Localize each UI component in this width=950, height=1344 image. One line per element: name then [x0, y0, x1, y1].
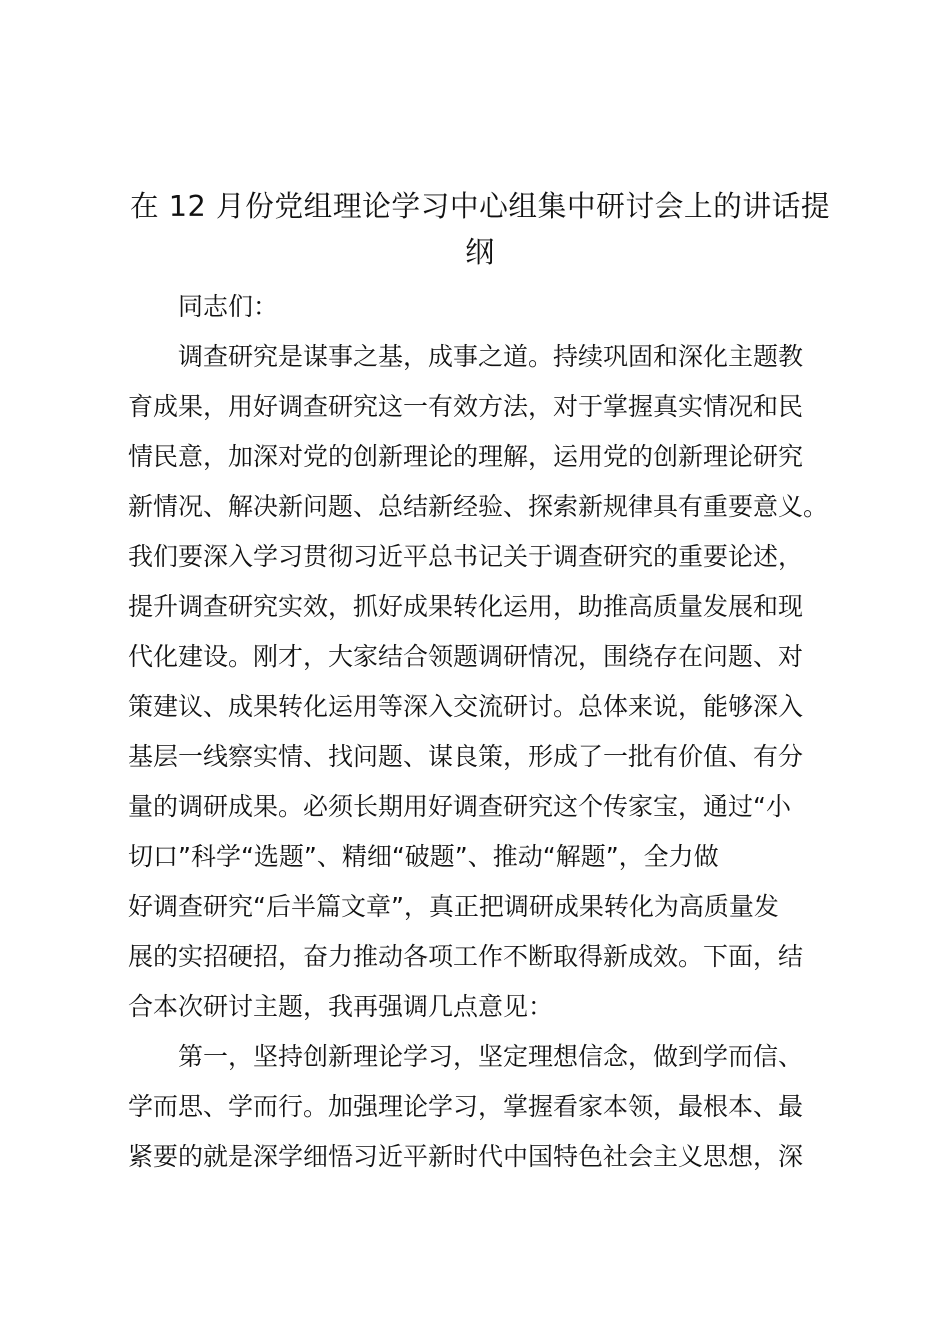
paragraph-line: 学而思、学而行。加强理论学习，掌握看家本领，最根本、最 — [128, 1092, 804, 1121]
paragraph-line: 好调查研究“后半篇文章”，真正把调研成果转化为高质量发 — [128, 892, 779, 921]
paragraph-line: 切口”科学“选题”、精细“破题”、推动“解题”，全力做 — [128, 842, 719, 871]
paragraph-line: 育成果，用好调查研究这一有效方法，对于掌握真实情况和民 — [128, 392, 804, 421]
salutation: 同志们： — [178, 292, 279, 321]
paragraph-line: 合本次研讨主题，我再强调几点意见： — [128, 992, 554, 1021]
paragraph-line: 基层一线察实情、找问题、谋良策，形成了一批有价值、有分 — [128, 742, 804, 771]
paragraph-line: 紧要的就是深学细悟习近平新时代中国特色社会主义思想，深 — [128, 1142, 804, 1171]
paragraph-line: 新情况、解决新问题、总结新经验、探索新规律具有重要意义。 — [128, 492, 829, 521]
paragraph-line: 提升调查研究实效，抓好成果转化运用，助推高质量发展和现 — [128, 592, 804, 621]
paragraph-line: 第一，坚持创新理论学习，坚定理想信念，做到学而信、 — [178, 1042, 804, 1071]
title-line-2: 纲 — [465, 235, 495, 269]
paragraph-line: 情民意，加深对党的创新理论的理解，运用党的创新理论研究 — [128, 442, 804, 471]
title-line-1: 在 12 月份党组理论学习中心组集中研讨会上的讲话提 — [129, 189, 831, 223]
paragraph-2 — [128, 1032, 832, 1182]
document-body — [128, 282, 832, 1182]
paragraph-line: 展的实招硬招，奋力推动各项工作不断取得新成效。下面，结 — [128, 942, 804, 971]
paragraph-line: 代化建设。刚才，大家结合领题调研情况，围绕存在问题、对 — [128, 642, 804, 671]
document-title — [128, 183, 832, 275]
paragraph-line: 量的调研成果。必须长期用好调查研究这个传家宝，通过“小 — [128, 792, 791, 821]
paragraph-line: 调查研究是谋事之基，成事之道。持续巩固和深化主题教 — [178, 342, 804, 371]
paragraph-1 — [128, 332, 832, 1032]
paragraph-line: 我们要深入学习贯彻习近平总书记关于调查研究的重要论述， — [128, 542, 804, 571]
paragraph-line: 策建议、成果转化运用等深入交流研讨。总体来说，能够深入 — [128, 692, 804, 721]
